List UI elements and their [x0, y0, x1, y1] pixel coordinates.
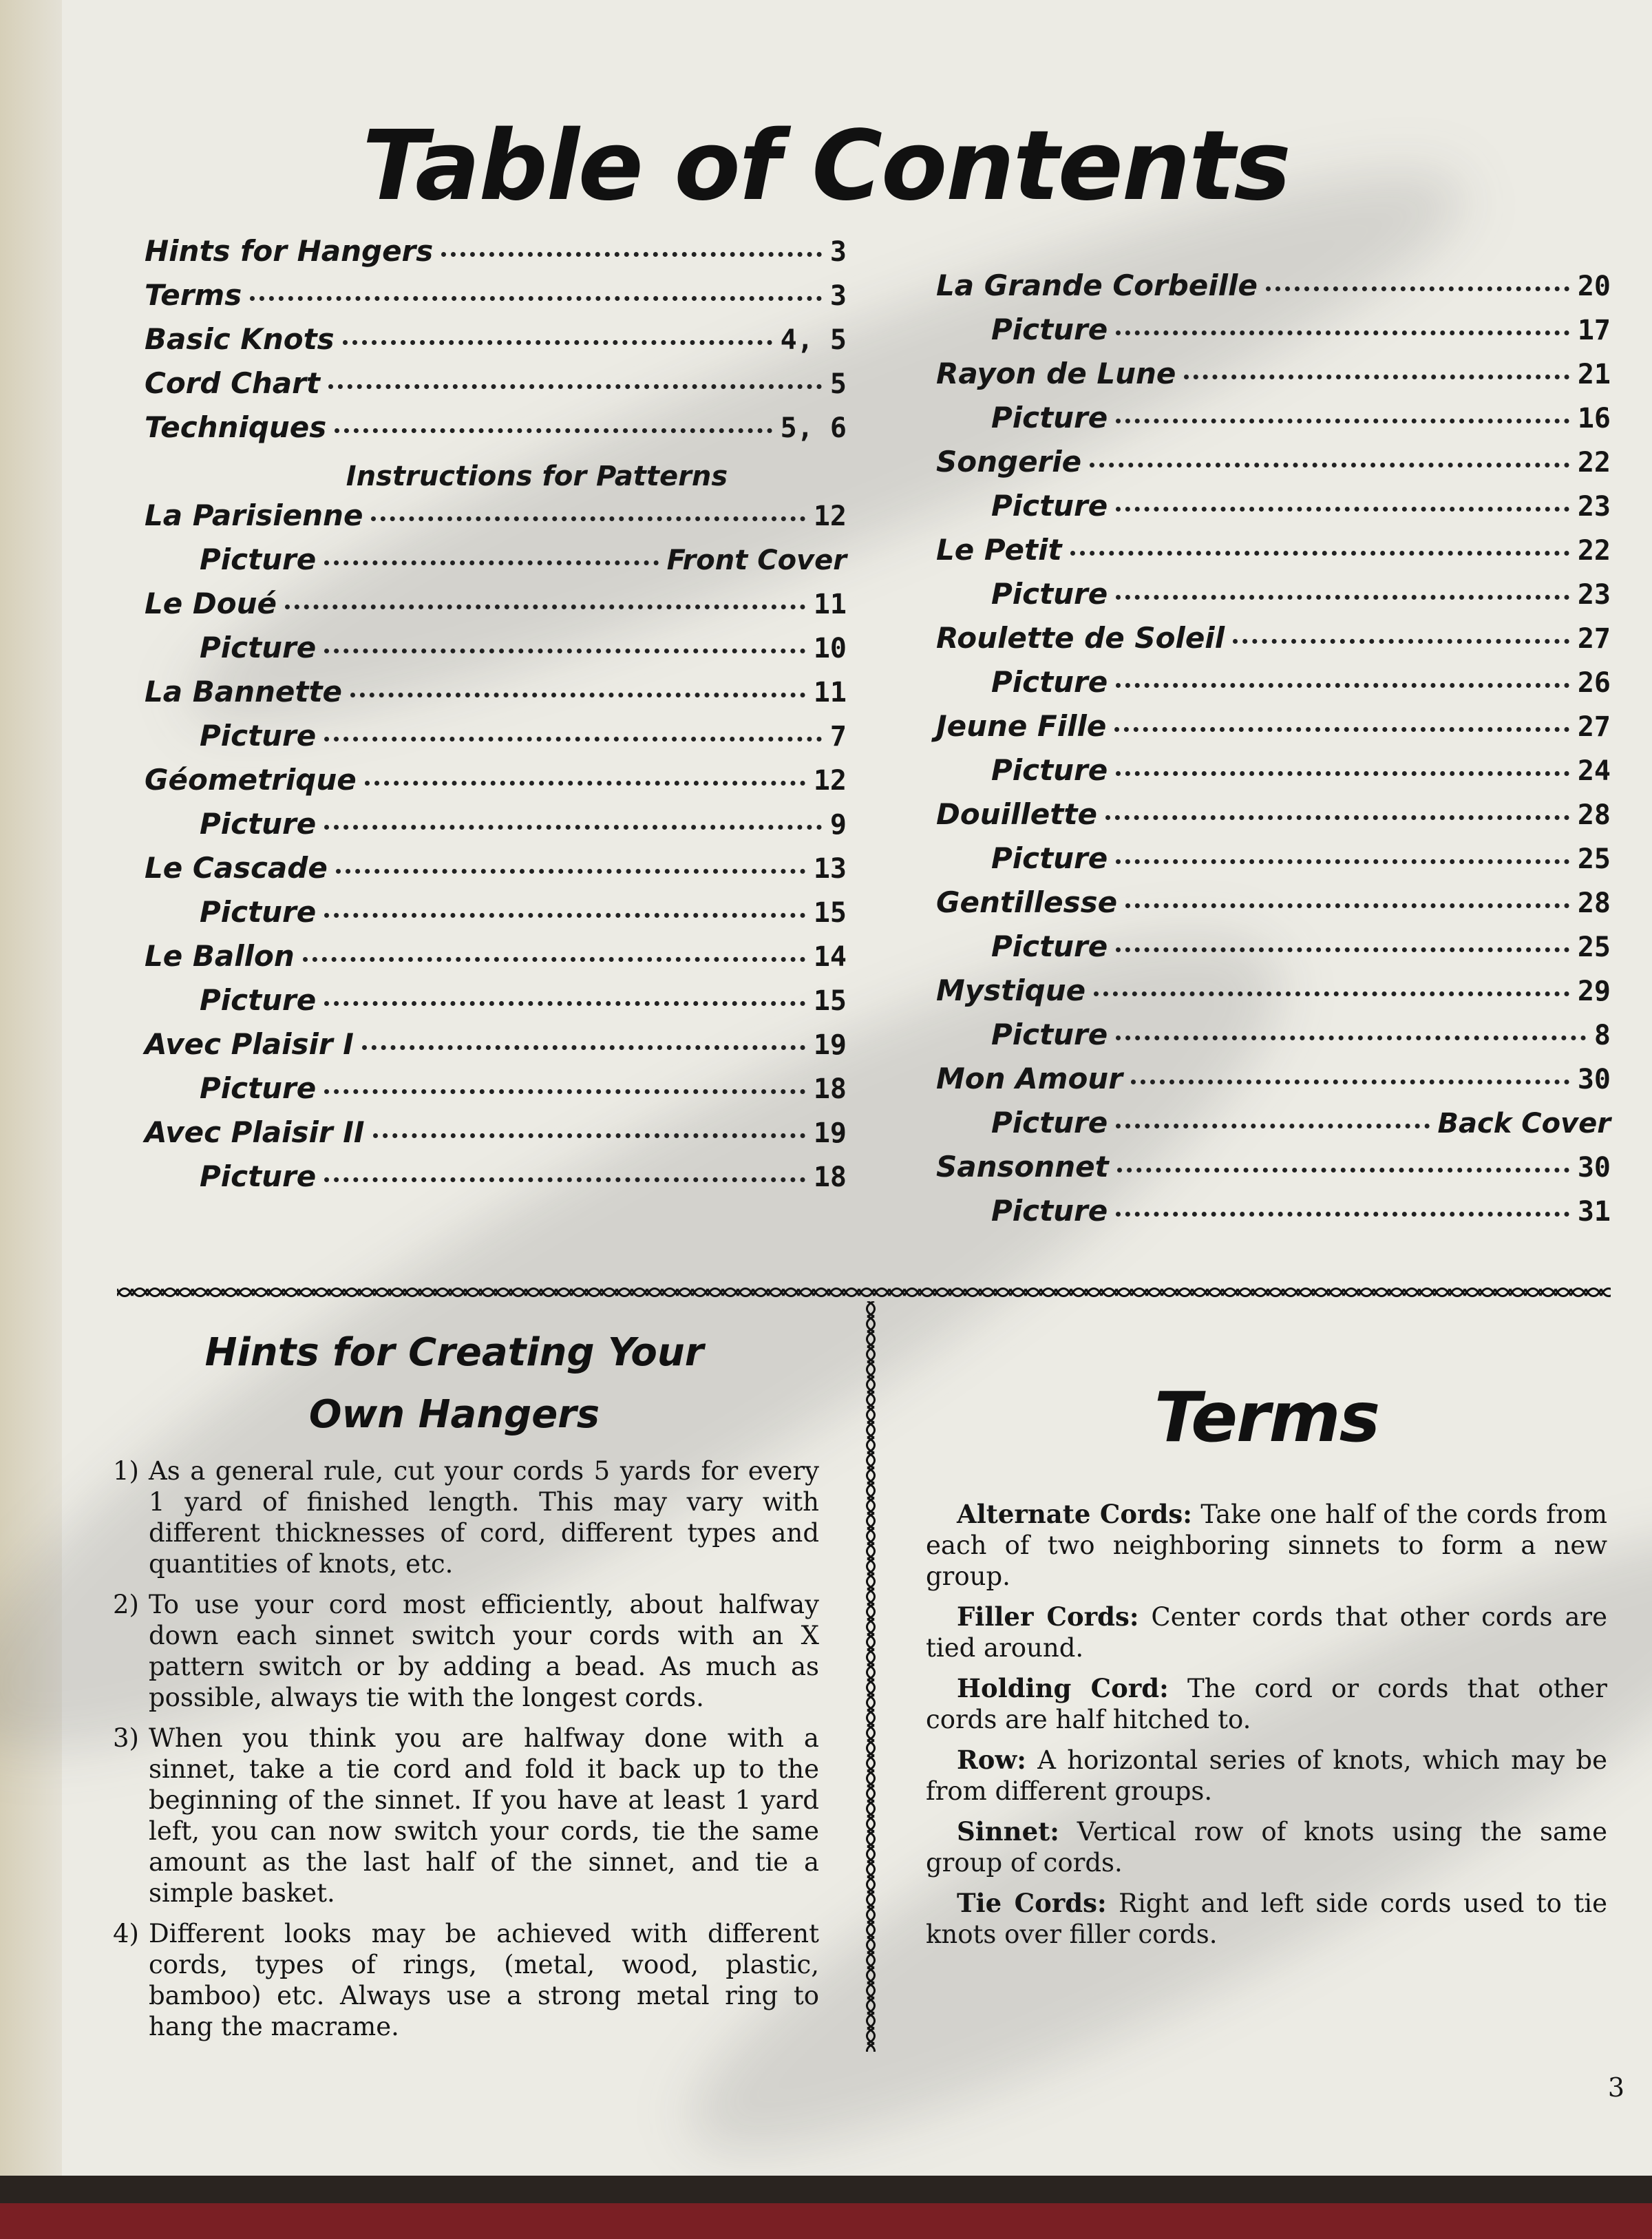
toc-entry-page: 18 [813, 1161, 847, 1193]
toc-entry [145, 366, 847, 410]
toc-entry-label: Le Doué [145, 587, 277, 620]
toc-entry-page: 23 [1577, 579, 1611, 611]
term-definition: Take one half of the cords from each of two neighboring sinnets to form a new group. [926, 1500, 1607, 1591]
toc-entry-page: 14 [813, 941, 847, 973]
toc-dot-leader [343, 340, 772, 345]
toc-dot-leader [1116, 771, 1569, 776]
toc-entry-page: 16 [1577, 403, 1611, 434]
term-entry [926, 1816, 1607, 1878]
term-entry [926, 1745, 1607, 1807]
toc-entry-label: Le Ballon [145, 939, 295, 973]
toc-entry-label: Picture [200, 631, 317, 664]
toc-dot-leader [373, 1133, 805, 1138]
toc-picture-entry [936, 313, 1611, 357]
hint-item [89, 1455, 819, 1579]
toc-dot-leader [1125, 903, 1569, 908]
toc-dot-leader [1116, 1212, 1569, 1217]
toc-entry-label: Basic Knots [145, 322, 335, 356]
toc-entry-label: La Parisienne [145, 498, 363, 532]
toc-right-column [936, 269, 1611, 1238]
toc-entry-label: Picture [200, 807, 317, 841]
toc-dot-leader [1116, 683, 1569, 688]
toc-entry [936, 709, 1611, 753]
toc-picture-entry [936, 753, 1611, 797]
toc-entry [145, 1115, 847, 1159]
toc-entry-label: Picture [991, 313, 1108, 346]
hint-number: 4) [113, 1919, 139, 1948]
terms-title: Terms [1154, 1377, 1379, 1458]
toc-dot-leader [1266, 286, 1569, 291]
toc-entry-label: Picture [991, 401, 1108, 434]
term-definition: Center cords that other cords are tied around. [926, 1602, 1607, 1663]
toc-picture-entry [936, 841, 1611, 885]
toc-dot-leader [250, 296, 822, 301]
toc-dot-leader [324, 1089, 805, 1094]
toc-entry-page: 18 [813, 1073, 847, 1105]
toc-entry-page: 3 [829, 280, 847, 312]
toc-entry-page: 15 [813, 985, 847, 1017]
toc-entry-label: Picture [991, 1018, 1108, 1051]
hint-item [89, 1918, 819, 2042]
toc-dot-leader [324, 913, 805, 918]
hints-title-line2: Own Hangers [308, 1392, 600, 1437]
toc-entry [936, 445, 1611, 489]
toc-entry-label: Rayon de Lune [936, 357, 1176, 390]
toc-picture-entry [145, 1159, 847, 1203]
toc-dot-leader [1094, 991, 1569, 996]
toc-entry [936, 974, 1611, 1018]
toc-entry-page: 5 [829, 368, 847, 400]
toc-entry-page: 24 [1577, 755, 1611, 787]
toc-entry-label: Picture [991, 753, 1108, 787]
toc-dot-leader [324, 560, 658, 565]
toc-entry-page: 22 [1577, 447, 1611, 479]
toc-entry-page: 19 [813, 1029, 847, 1061]
toc-entry-label: Picture [200, 719, 317, 753]
toc-entry-page: 22 [1577, 535, 1611, 567]
hint-text: As a general rule, cut your cords 5 yards for every 1 yard of finished length. This may vary with different thicknesses of cord, different types and quantities of knots, etc. [149, 1456, 819, 1579]
toc-entry [145, 939, 847, 983]
toc-entry-label: Picture [991, 1106, 1108, 1139]
toc-entry-label: Techniques [145, 410, 327, 444]
toc-entry-page: 15 [813, 897, 847, 929]
toc-entry-label: Roulette de Soleil [936, 621, 1225, 655]
hint-item [89, 1723, 819, 1909]
toc-entry-page: 31 [1577, 1196, 1611, 1228]
toc-entry-page: 4, 5 [780, 324, 847, 356]
toc-entry [145, 1027, 847, 1071]
toc-entry-label: Mystique [936, 974, 1086, 1007]
toc-dot-leader [1070, 551, 1569, 556]
toc-entry [145, 234, 847, 278]
toc-picture-entry [145, 895, 847, 939]
toc-entry-label: Douillette [936, 797, 1097, 831]
hint-number: 3) [113, 1723, 139, 1753]
toc-dot-leader [1116, 507, 1569, 512]
toc-entry [936, 797, 1611, 841]
term-name: Filler Cords: [957, 1601, 1139, 1632]
page-title: Table of Contents [362, 110, 1290, 222]
hint-text: Different looks may be achieved with different cords, types of rings, (metal, wood, plastic, bamboo) etc. Always use a strong metal ring to hang the macrame. [149, 1919, 819, 2041]
toc-dot-leader [303, 957, 805, 962]
toc-dot-leader [324, 1177, 805, 1182]
toc-picture-entry [936, 1194, 1611, 1238]
toc-picture-entry [936, 929, 1611, 974]
toc-dot-leader [1233, 639, 1569, 644]
toc-entry-page: Front Cover [666, 545, 847, 576]
toc-entry-page: 23 [1577, 491, 1611, 523]
toc-entry-page: 11 [813, 589, 847, 620]
term-definition: A horizontal series of knots, which may be from different groups. [926, 1745, 1608, 1806]
term-name: Tie Cords: [957, 1888, 1107, 1918]
toc-picture-entry [936, 1018, 1611, 1062]
toc-picture-entry [145, 543, 847, 587]
toc-entry [145, 322, 847, 366]
toc-entry [145, 410, 847, 454]
hint-item [89, 1589, 819, 1713]
toc-entry-label: Hints for Hangers [145, 234, 434, 268]
hint-number: 2) [113, 1590, 139, 1619]
toc-entry-label: Mon Amour [936, 1062, 1123, 1095]
toc-entry-page: 20 [1577, 271, 1611, 302]
toc-entry-label: Picture [991, 841, 1108, 875]
toc-left-column [145, 234, 847, 1203]
rope-divider-horizontal [117, 1285, 1611, 1300]
toc-entry-page: 30 [1577, 1152, 1611, 1184]
toc-entry [145, 498, 847, 543]
rope-divider-vertical [863, 1301, 878, 2052]
term-name: Row: [957, 1745, 1026, 1775]
toc-dot-leader [1116, 1124, 1429, 1128]
toc-entry-label: Picture [991, 577, 1108, 611]
toc-dot-leader [362, 1045, 805, 1050]
toc-dot-leader [1116, 419, 1569, 423]
toc-dot-leader [1116, 859, 1569, 864]
toc-dot-leader [324, 825, 822, 830]
toc-dot-leader [324, 649, 805, 653]
toc-entry-page: 28 [1577, 799, 1611, 831]
toc-dot-leader [1116, 595, 1569, 600]
term-entry [926, 1888, 1607, 1950]
term-definition: Vertical row of knots using the same group of cords. [926, 1817, 1607, 1878]
toc-entry-page: 11 [813, 677, 847, 708]
toc-entry-label: Picture [200, 543, 317, 576]
toc-entry-label: Gentillesse [936, 885, 1118, 919]
hints-title [89, 1322, 819, 1446]
toc-dot-leader [1114, 727, 1569, 732]
hint-number: 1) [113, 1456, 139, 1486]
toc-dot-leader [371, 516, 805, 521]
toc-dot-leader [1090, 463, 1569, 467]
toc-dot-leader [365, 781, 805, 786]
toc-picture-entry [145, 1071, 847, 1115]
toc-entry-page: 8 [1593, 1020, 1611, 1051]
toc-entry-label: Le Cascade [145, 851, 328, 885]
toc-dot-leader [1116, 947, 1569, 952]
toc-entry-page: 7 [829, 721, 847, 753]
page-edge [0, 0, 62, 2203]
term-name: Alternate Cords: [957, 1499, 1192, 1529]
toc-picture-entry [145, 807, 847, 851]
toc-picture-entry [145, 983, 847, 1027]
toc-entry-page: 19 [813, 1117, 847, 1149]
toc-entry-label: Le Petit [936, 533, 1062, 567]
toc-dot-leader [1131, 1080, 1569, 1084]
toc-entry [936, 1150, 1611, 1194]
toc-entry-label: Picture [200, 1159, 317, 1193]
toc-entry [145, 278, 847, 322]
toc-dot-leader [328, 384, 822, 389]
hints-title-line1: Hints for Creating Your [204, 1330, 704, 1375]
toc-entry-label: Picture [991, 1194, 1108, 1228]
toc-entry-label: Picture [200, 1071, 317, 1105]
toc-entry-page: 28 [1577, 887, 1611, 919]
term-entry [926, 1499, 1607, 1592]
term-entry [926, 1673, 1607, 1735]
toc-dot-leader [324, 737, 822, 742]
toc-section-heading: Instructions for Patterns [346, 461, 728, 492]
toc-entry-label: Picture [200, 895, 317, 929]
toc-entry [145, 587, 847, 631]
toc-entry-label: Terms [145, 278, 242, 312]
toc-dot-leader [1117, 1168, 1569, 1173]
toc-entry-label: Picture [991, 929, 1108, 963]
toc-dot-leader [336, 869, 805, 874]
toc-dot-leader [285, 605, 805, 609]
toc-entry-label: Avec Plaisir I [145, 1027, 354, 1061]
toc-entry-page: 27 [1577, 623, 1611, 655]
background-surface [0, 2176, 1652, 2203]
toc-entry-page: 5, 6 [780, 412, 847, 444]
toc-entry [145, 763, 847, 807]
toc-entry-page: 13 [813, 853, 847, 885]
toc-entry-page: 26 [1577, 667, 1611, 699]
term-name: Sinnet: [957, 1816, 1059, 1847]
toc-entry [936, 269, 1611, 313]
term-definition: The cord or cords that other cords are half hitched to. [926, 1674, 1607, 1734]
toc-dot-leader [1105, 815, 1569, 820]
toc-entry-page: 30 [1577, 1064, 1611, 1095]
toc-entry [936, 357, 1611, 401]
toc-entry [936, 885, 1611, 929]
toc-entry-label: Cord Chart [145, 366, 320, 400]
hint-text: To use your cord most efficiently, about halfway down each sinnet switch your cords with an X pattern switch or by adding a bead. As much as possible, always tie with the longest cords. [149, 1590, 819, 1712]
toc-picture-entry [936, 577, 1611, 621]
toc-entry-page: 27 [1577, 711, 1611, 743]
toc-dot-leader [350, 693, 805, 697]
toc-entry-page: 29 [1577, 976, 1611, 1007]
page-number: 3 [1607, 2072, 1624, 2103]
toc-entry [936, 621, 1611, 665]
toc-picture-entry [936, 665, 1611, 709]
toc-entry [145, 675, 847, 719]
toc-entry-label: Picture [991, 665, 1108, 699]
toc-entry-label: Songerie [936, 445, 1082, 479]
hints-section [89, 1322, 819, 2042]
toc-entry [936, 533, 1611, 577]
toc-entry-label: La Bannette [145, 675, 343, 708]
toc-entry-page: 9 [829, 809, 847, 841]
toc-entry-page: 21 [1577, 359, 1611, 390]
toc-entry-page: 17 [1577, 315, 1611, 346]
term-definition: Right and left side cords used to tie knots over filler cords. [926, 1889, 1607, 1949]
terms-section [926, 1377, 1607, 1950]
toc-picture-entry [936, 489, 1611, 533]
toc-picture-entry [145, 631, 847, 675]
toc-entry-page: 25 [1577, 843, 1611, 875]
toc-dot-leader [324, 1001, 805, 1006]
toc-entry [145, 851, 847, 895]
toc-entry-page: Back Cover [1437, 1108, 1611, 1139]
toc-dot-leader [335, 428, 772, 433]
toc-dot-leader [441, 252, 822, 257]
hint-text: When you think you are halfway done with a sinnet, take a tie cord and fold it back up to the beginning of the sinnet. If you have at least 1 yard left, you can now switch your cords, tie the same amount as the last half of the sinnet, and tie a simple basket. [149, 1723, 819, 1908]
toc-entry-page: 10 [813, 633, 847, 664]
toc-entry-page: 12 [813, 501, 847, 532]
toc-dot-leader [1116, 1036, 1586, 1040]
toc-entry-label: La Grande Corbeille [936, 269, 1258, 302]
toc-picture-entry [936, 401, 1611, 445]
toc-entry-page: 12 [813, 765, 847, 797]
toc-entry-label: Jeune Fille [936, 709, 1107, 743]
toc-entry-page: 3 [829, 236, 847, 268]
toc-entry-label: Picture [991, 489, 1108, 523]
toc-picture-entry [936, 1106, 1611, 1150]
toc-picture-entry [145, 719, 847, 763]
toc-dot-leader [1184, 375, 1569, 379]
term-entry [926, 1601, 1607, 1663]
toc-entry-label: Géometrique [145, 763, 357, 797]
toc-entry-page: 25 [1577, 932, 1611, 963]
toc-entry [936, 1062, 1611, 1106]
term-name: Holding Cord: [957, 1673, 1169, 1703]
toc-dot-leader [1116, 330, 1569, 335]
toc-entry-label: Picture [200, 983, 317, 1017]
toc-entry-label: Avec Plaisir II [145, 1115, 365, 1149]
toc-entry-label: Sansonnet [936, 1150, 1109, 1184]
